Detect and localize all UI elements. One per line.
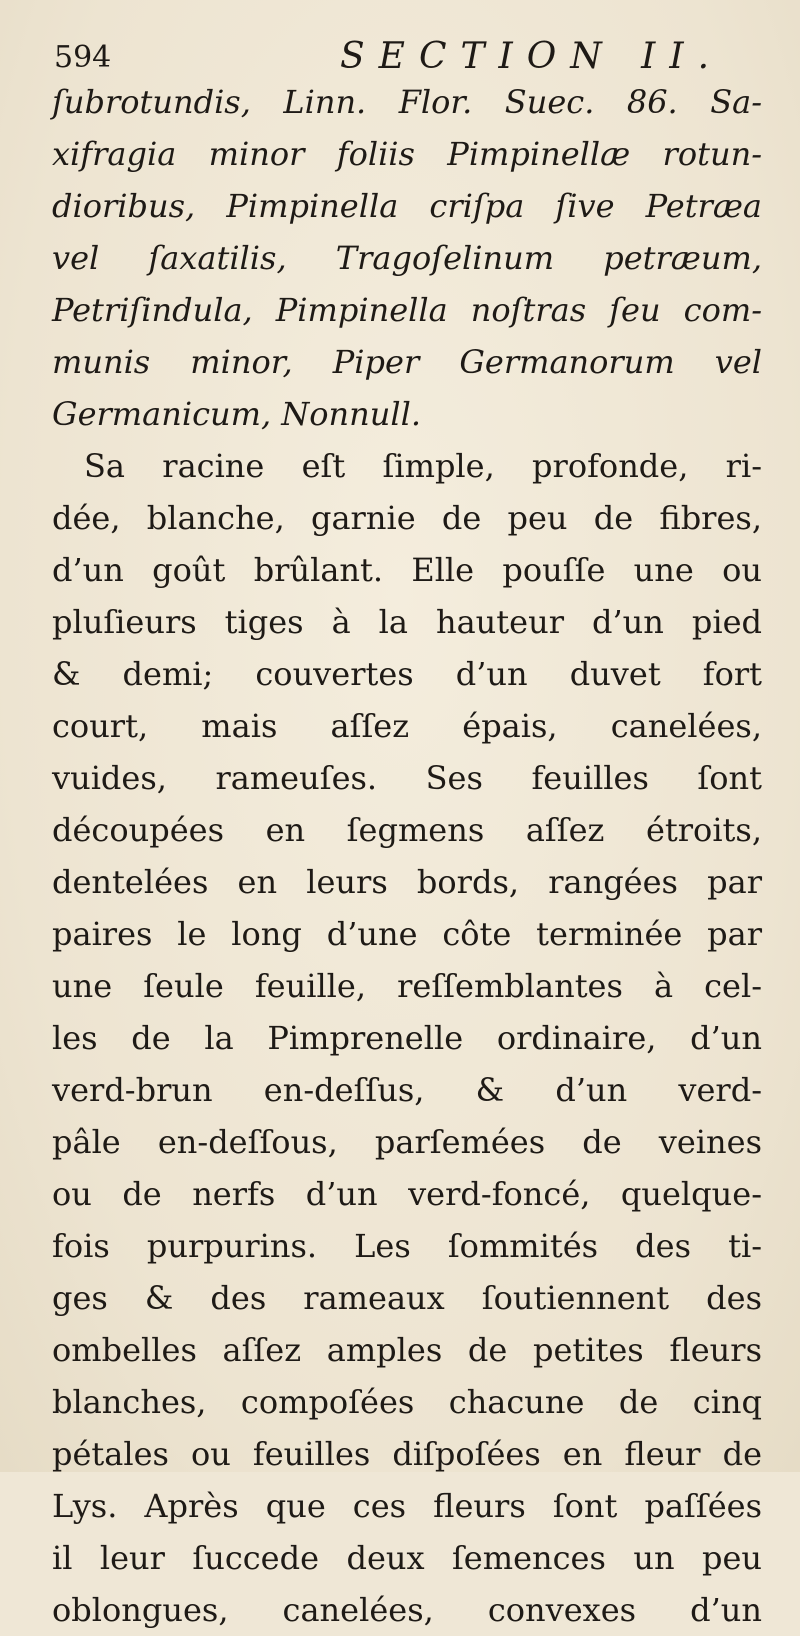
text-line: Germanicum, Nonnull. [52,395,422,433]
text-line: les de la Pimprenelle ordinaire, d’un [52,1019,762,1057]
text-line: découpées en ſegmens aſſez étroits, [52,811,762,849]
text-line: pétales ou feuilles diſpoſées en fleur de [52,1435,762,1473]
body-text [52,76,762,1636]
text-line: verd-brun en-deſſus, & d’un verd- [52,1071,762,1109]
text-line: ſubrotundis, Linn. Flor. Suec. 86. Sa- [52,83,762,121]
text-line: ombelles aſſez amples de petites fleurs [52,1331,762,1369]
text-line: blanches, compoſées chacune de cinq [52,1383,762,1421]
text-line: Sa racine eſt ſimple, profonde, ri- [84,447,762,485]
text-line: munis minor, Piper Germanorum vel [52,343,762,381]
running-head: SECTION II. [340,36,724,77]
text-line: ges & des rameaux ſoutiennent des [52,1279,762,1317]
text-line: paires le long d’une côte terminée par [52,915,762,953]
text-line: pâle en-deſſous, parſemées de veines [52,1123,762,1161]
text-line: vel ſaxatilis, Tragoſelinum petræum, [52,239,762,277]
text-line: d’un goût brûlant. Elle pouſſe une ou [52,551,762,589]
text-line: vuides, rameuſes. Ses feuilles ſont [52,759,762,797]
text-line: Petriſindula, Pimpinella noſtras ſeu com- [52,291,762,329]
text-line: & demi; couvertes d’un duvet fort [52,655,762,693]
text-line: une ſeule feuille, reſſemblantes à cel- [52,967,762,1005]
text-line: dée, blanche, garnie de peu de fibres, [52,499,762,537]
text-line: il leur ſuccede deux ſemences un peu [52,1539,762,1577]
text-line: pluſieurs tiges à la hauteur d’un pied [52,603,762,641]
page-number: 594 [54,40,112,75]
text-line: Lys. Après que ces fleurs ſont paſſées [52,1487,762,1525]
text-line: oblongues, canelées, convexes d’un [52,1591,762,1629]
text-line: court, mais aſſez épais, canelées, [52,707,762,745]
text-line: ou de nerfs d’un verd-foncé, quelque- [52,1175,762,1213]
text-line: dentelées en leurs bords, rangées par [52,863,762,901]
text-line: xifragia minor foliis Pimpinellæ rotun- [52,135,762,173]
text-line: fois purpurins. Les ſommités des ti- [52,1227,762,1265]
text-line: dioribus, Pimpinella criſpa ſive Petræa [52,187,762,225]
